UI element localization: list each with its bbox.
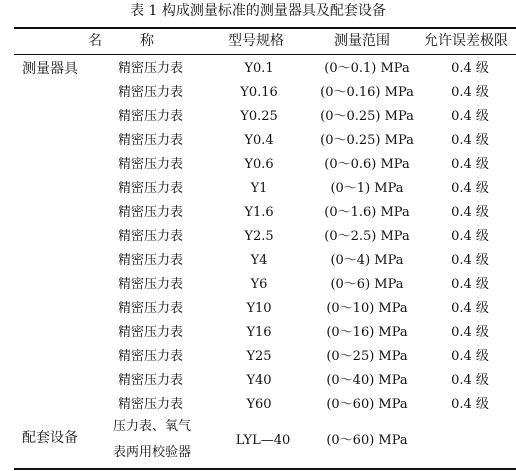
cell-range: (0～0.6) MPa — [324, 157, 410, 172]
header-rule — [14, 54, 516, 55]
cell-range: (0～0.1) MPa — [324, 61, 410, 76]
cell-error: 0.4 级 — [451, 229, 489, 244]
cell-error: 0.4 级 — [451, 349, 489, 364]
table-row — [0, 249, 516, 273]
cell-error: 0.4 级 — [451, 85, 489, 100]
cell-name: 精密压力表 — [118, 397, 184, 412]
table-row — [0, 297, 516, 321]
cell-error: 0.4 级 — [451, 253, 489, 268]
cell-model: Y4 — [250, 253, 268, 268]
cell-range: (0～0.25) MPa — [320, 133, 414, 148]
cell-range: (0～6) MPa — [330, 277, 404, 292]
cell-model: Y0.1 — [244, 61, 274, 76]
table-row — [0, 153, 516, 177]
table-row — [0, 129, 516, 153]
cell-range: (0～4) MPa — [330, 253, 404, 268]
table-row — [0, 273, 516, 297]
table-row — [0, 177, 516, 201]
cell-model: Y0.4 — [244, 133, 274, 148]
header-name-char-1: 名 — [88, 33, 102, 49]
header-range: 测量范围 — [334, 33, 390, 49]
table-row — [0, 225, 516, 249]
table-top-rule — [14, 27, 516, 29]
cell-range: (0～1) MPa — [330, 181, 404, 196]
cell-error: 0.4 级 — [451, 373, 489, 388]
cell-error: 0.4 级 — [451, 397, 489, 412]
table-row — [0, 201, 516, 225]
header-name-char-2: 称 — [140, 33, 154, 49]
cell-model: Y10 — [246, 301, 272, 316]
cell-name: 精密压力表 — [118, 325, 184, 340]
cell-model: Y6 — [250, 277, 268, 292]
cell-model: Y16 — [246, 325, 272, 340]
cell-name: 精密压力表 — [118, 181, 184, 196]
accessory-name-line-1: 压力表、氧气 — [113, 419, 192, 434]
accessory-model: LYL—40 — [235, 433, 291, 448]
cell-model: Y1 — [250, 181, 268, 196]
header-error: 允许误差极限 — [424, 33, 508, 49]
cell-range: (0～25) MPa — [326, 349, 408, 364]
cell-error: 0.4 级 — [451, 301, 489, 316]
cell-name: 精密压力表 — [118, 253, 184, 268]
table-row — [0, 105, 516, 129]
cell-range: (0～0.25) MPa — [320, 109, 414, 124]
cell-name: 精密压力表 — [118, 205, 184, 220]
cell-model: Y0.6 — [244, 157, 274, 172]
cell-name: 精密压力表 — [118, 229, 184, 244]
cell-range: (0～2.5) MPa — [324, 229, 410, 244]
instrument-category: 测量器具 — [22, 61, 78, 77]
header-name — [88, 31, 192, 51]
cell-range: (0～10) MPa — [326, 301, 408, 316]
cell-model: Y2.5 — [244, 229, 274, 244]
cell-name: 精密压力表 — [118, 277, 184, 292]
cell-range: (0～40) MPa — [326, 373, 408, 388]
header-model: 型号规格 — [228, 33, 284, 49]
cell-model: Y40 — [246, 373, 272, 388]
cell-error: 0.4 级 — [451, 157, 489, 172]
accessory-name-line-2: 表两用校验器 — [113, 445, 192, 460]
table-row — [0, 57, 516, 81]
cell-model: Y1.6 — [244, 205, 274, 220]
accessory-category: 配套设备 — [22, 430, 78, 446]
table-row — [0, 393, 516, 417]
table-bottom-rule — [14, 468, 516, 470]
table-row — [0, 345, 516, 369]
cell-error: 0.4 级 — [451, 325, 489, 340]
cell-model: Y0.25 — [240, 109, 278, 124]
cell-error: 0.4 级 — [451, 109, 489, 124]
cell-error: 0.4 级 — [451, 181, 489, 196]
cell-name: 精密压力表 — [118, 61, 184, 76]
table-title: 表 1 构成测量标准的测量器具及配套设备 — [130, 3, 386, 19]
cell-name: 精密压力表 — [118, 109, 184, 124]
cell-name: 精密压力表 — [118, 349, 184, 364]
cell-range: (0～0.16) MPa — [320, 85, 414, 100]
cell-name: 精密压力表 — [118, 157, 184, 172]
cell-name: 精密压力表 — [118, 301, 184, 316]
cell-range: (0～1.6) MPa — [324, 205, 410, 220]
cell-error: 0.4 级 — [451, 277, 489, 292]
table-row — [0, 321, 516, 345]
cell-model: Y0.16 — [240, 85, 278, 100]
cell-name: 精密压力表 — [118, 133, 184, 148]
cell-model: Y25 — [246, 349, 272, 364]
cell-model: Y60 — [246, 397, 272, 412]
cell-name: 精密压力表 — [118, 85, 184, 100]
accessory-range: (0～60) MPa — [326, 433, 408, 448]
cell-range: (0～60) MPa — [326, 397, 408, 412]
cell-name: 精密压力表 — [118, 373, 184, 388]
table-row — [0, 369, 516, 393]
cell-error: 0.4 级 — [451, 133, 489, 148]
cell-error: 0.4 级 — [451, 61, 489, 76]
cell-error: 0.4 级 — [451, 205, 489, 220]
cell-range: (0～16) MPa — [326, 325, 408, 340]
table-row — [0, 81, 516, 105]
